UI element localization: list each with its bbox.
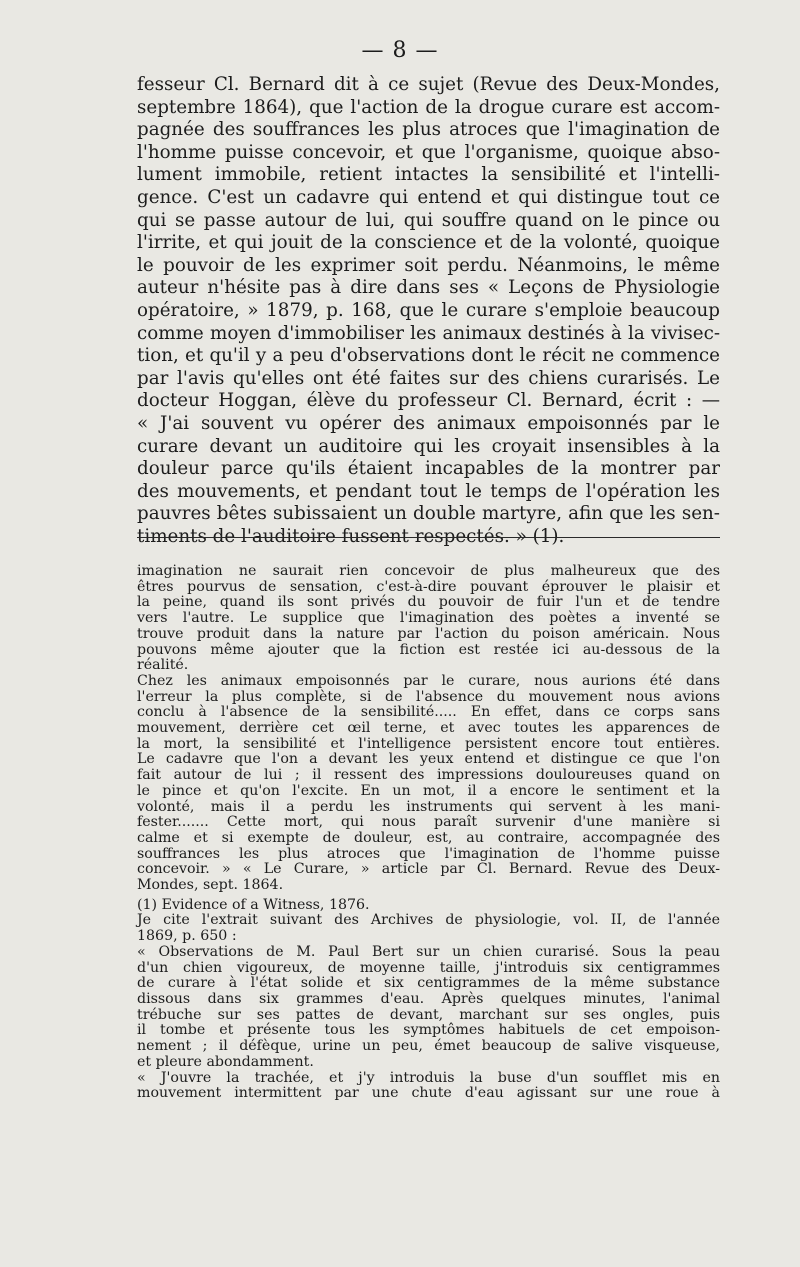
note-line: « Observations de M. Paul Bert sur un chien curarisé. Sous la peau xyxy=(137,943,720,960)
note-line: nement ; il défèque, urine un peu, émet beaucoup de salive visqueuse, xyxy=(137,1038,720,1055)
page-number: — 8 — xyxy=(361,38,439,63)
main-line: douleur parce qu'ils étaient incapables de la montrer par xyxy=(137,458,720,480)
note-line: fait autour de lui ; il ressent des impressions douloureuses quand on xyxy=(137,767,720,784)
note-line: et pleure abondamment. xyxy=(137,1053,314,1070)
main-line: docteur Hoggan, élève du professeur Cl. Bernard, écrit : — xyxy=(137,390,720,412)
footnotes xyxy=(137,564,720,1102)
main-line: pauvres bêtes subissaient un double martyre, afin que les sen- xyxy=(137,503,720,525)
main-line: l'irrite, et qui jouit de la conscience et de la volonté, quoique xyxy=(137,232,720,254)
main-line: l'homme puisse concevoir, et que l'organisme, quoique abso- xyxy=(137,141,720,163)
note-line: Je cite l'extrait suivant des Archives de physiologie, vol. II, de l'année xyxy=(137,912,720,929)
note-line: êtres pourvus de sensation, c'est-à-dire pouvant éprouver le plaisir et xyxy=(137,578,720,595)
main-line: lument immobile, retient intactes la sensibilité et l'intelli- xyxy=(137,164,720,186)
main-line: fesseur Cl. Bernard dit à ce sujet (Revue des Deux-Mondes, xyxy=(137,74,720,95)
note-line: Le cadavre que l'on a devant les yeux entend et distingue ce que l'on xyxy=(137,751,720,768)
note-line: pouvons même ajouter que la fiction est restée ici au-dessous de la xyxy=(137,641,720,658)
main-line: le pouvoir de les exprimer soit perdu. Néanmoins, le même xyxy=(137,254,720,276)
main-line: qui se passe autour de lui, qui souffre quand on le pince ou xyxy=(137,209,720,231)
note-line: dissous dans six grammes d'eau. Après quelques minutes, l'animal xyxy=(137,990,720,1007)
note-line: l'erreur la plus complète, si de l'absence du mouvement nous avions xyxy=(137,688,720,705)
note-line: d'un chien vigoureux, de moyenne taille, j'introduis six centigrammes xyxy=(137,959,720,976)
main-line: auteur n'hésite pas à dire dans ses « Leçons de Physiologie xyxy=(137,277,720,299)
main-body-text xyxy=(137,74,720,548)
note-line: trébuche sur ses pattes de devant, marchant sur ses ongles, puis xyxy=(137,1006,720,1023)
note-line: trouve produit dans la nature par l'action du poison américain. Nous xyxy=(137,625,720,642)
note-line: calme et si exempte de douleur, est, au contraire, accompagnée des xyxy=(137,829,720,846)
note-line: concevoir. » « Le Curare, » article par Cl. Bernard. Revue des Deux- xyxy=(137,861,720,878)
note-line: fester....... Cette mort, qui nous paraît survenir d'une manière si xyxy=(137,814,720,831)
main-line: par l'avis qu'elles ont été faites sur des chiens curarisés. Le xyxy=(137,367,720,389)
main-line: tion, et qu'il y a peu d'observations dont le récit ne commence xyxy=(137,345,720,367)
note-line: réalité. xyxy=(137,657,189,674)
footnote-1-citation: (1) Evidence of a Witness, 1876. xyxy=(137,896,370,913)
note-line: « J'ouvre la trachée, et j'y introduis la buse d'un soufflet mis en xyxy=(137,1069,720,1086)
main-line: pagnée des souffrances les plus atroces que l'imagination de xyxy=(137,119,720,141)
main-line: gence. C'est un cadavre qui entend et qui distingue tout ce xyxy=(137,186,720,208)
note-line: conclu à l'absence de la sensibilité..... En effet, dans ce corps sans xyxy=(137,704,720,721)
note-line: la mort, la sensibilité et l'intelligence persistent encore tout entières. xyxy=(137,735,720,752)
note-line: de curare à l'état solide et six centigrammes de la même substance xyxy=(137,975,720,992)
note-line: mouvement intermittent par une chute d'eau agissant sur une roue à xyxy=(137,1085,720,1102)
main-line: curare devant un auditoire qui les croyait insensibles à la xyxy=(137,435,720,457)
main-line: des mouvements, et pendant tout le temps de l'opération les xyxy=(137,480,720,502)
note-line: la peine, quand ils sont privés du pouvoir de fuir l'un et de tendre xyxy=(137,594,720,611)
note-line: 1869, p. 650 : xyxy=(137,928,237,945)
note-line: Mondes, sept. 1864. xyxy=(137,877,284,894)
main-line: timents de l'auditoire fussent respectés. » (1). xyxy=(137,525,565,547)
main-line: septembre 1864), que l'action de la drogue curare est accom- xyxy=(137,96,720,118)
note-line: Chez les animaux empoisonnés par le curare, nous aurions été dans xyxy=(137,672,720,689)
note-line: il tombe et présente tous les symptômes habituels de cet empoison- xyxy=(137,1022,720,1039)
note-line: mouvement, derrière cet œil terne, et avec toutes les apparences de xyxy=(137,720,720,737)
footnote-separator-rule xyxy=(137,537,720,538)
note-line: le pince et qu'on l'excite. En un mot, il a encore le sentiment et la xyxy=(137,782,720,799)
note-line: volonté, mais il a perdu les instruments qui servent à les mani- xyxy=(137,798,720,815)
main-line: comme moyen d'immobiliser les animaux destinés à la vivisec- xyxy=(137,322,720,344)
main-line: « J'ai souvent vu opérer des animaux empoisonnés par le xyxy=(137,412,720,434)
main-line: opératoire, » 1879, p. 168, que le curare s'emploie beaucoup xyxy=(137,299,720,321)
note-line: vers l'autre. Le supplice que l'imagination des poètes a inventé se xyxy=(137,610,720,627)
note-line: souffrances les plus atroces que l'imagination de l'homme puisse xyxy=(137,845,720,862)
note-line: imagination ne saurait rien concevoir de plus malheureux que des xyxy=(137,563,720,579)
